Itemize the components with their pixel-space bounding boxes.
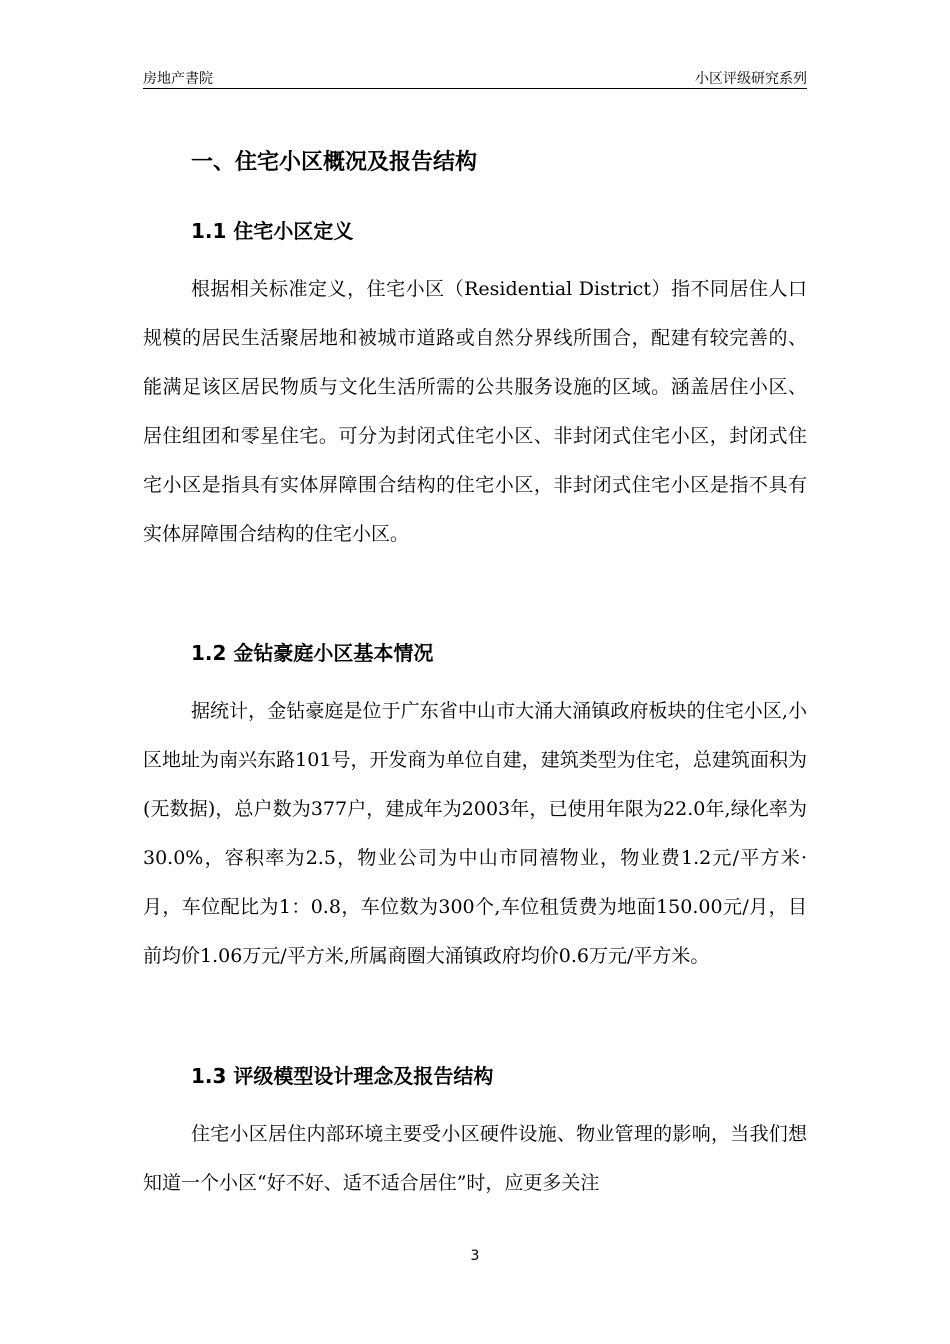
chapter-title: 一、住宅小区概况及报告结构 <box>191 150 478 175</box>
page-number: 3 <box>470 1248 480 1264</box>
header-publisher: 房地产書院 <box>143 71 213 87</box>
page-header <box>143 66 807 89</box>
section-heading-1-1: 1.1 住宅小区定义 <box>191 219 354 243</box>
section-heading-1-3: 1.3 评级模型设计理念及报告结构 <box>191 1064 494 1088</box>
section-paragraph-1-3: 住宅小区居住内部环境主要受小区硬件设施、物业管理的影响，当我们想知道一个小区“好不好、适不适合居住”时，应更多关注 <box>143 1123 807 1194</box>
section-paragraph-1-1: 根据相关标准定义，住宅小区（Residential District）指不同居住人口规模的居民生活聚居地和被城市道路或自然分界线所围合，配建有较完善的、能满足该区居民物质与文化生活所需的公共服务设施的区域。涵盖居住小区、居住组团和零星住宅。可分为封闭式住宅小区、非封闭式住宅小区，封闭式住宅小区是指具有实体屏障围合结构的住宅小区，非封闭式住宅小区是指不具有实体屏障围合结构的住宅小区。 <box>143 278 807 545</box>
header-series-title: 小区评级研究系列 <box>695 71 807 87</box>
section-paragraph-1-2: 据统计，金钻豪庭是位于广东省中山市大涌大涌镇政府板块的住宅小区,小区地址为南兴东路101号，开发商为单位自建，建筑类型为住宅，总建筑面积为(无数据)，总户数为377户，建成年为2003年，已使用年限为22.0年,绿化率为30.0%，容积率为2.5，物业公司为中山市同禧物业，物业费1.2元/平方米·月，车位配比为1：0.8，车位数为300个,车位租赁费为地面150.00元/月，目前均价1.06万元/平方米,所属商圈大涌镇政府均价0.6万元/平方米。 <box>143 700 807 967</box>
section-heading-1-2: 1.2 金钻豪庭小区基本情况 <box>191 641 434 665</box>
